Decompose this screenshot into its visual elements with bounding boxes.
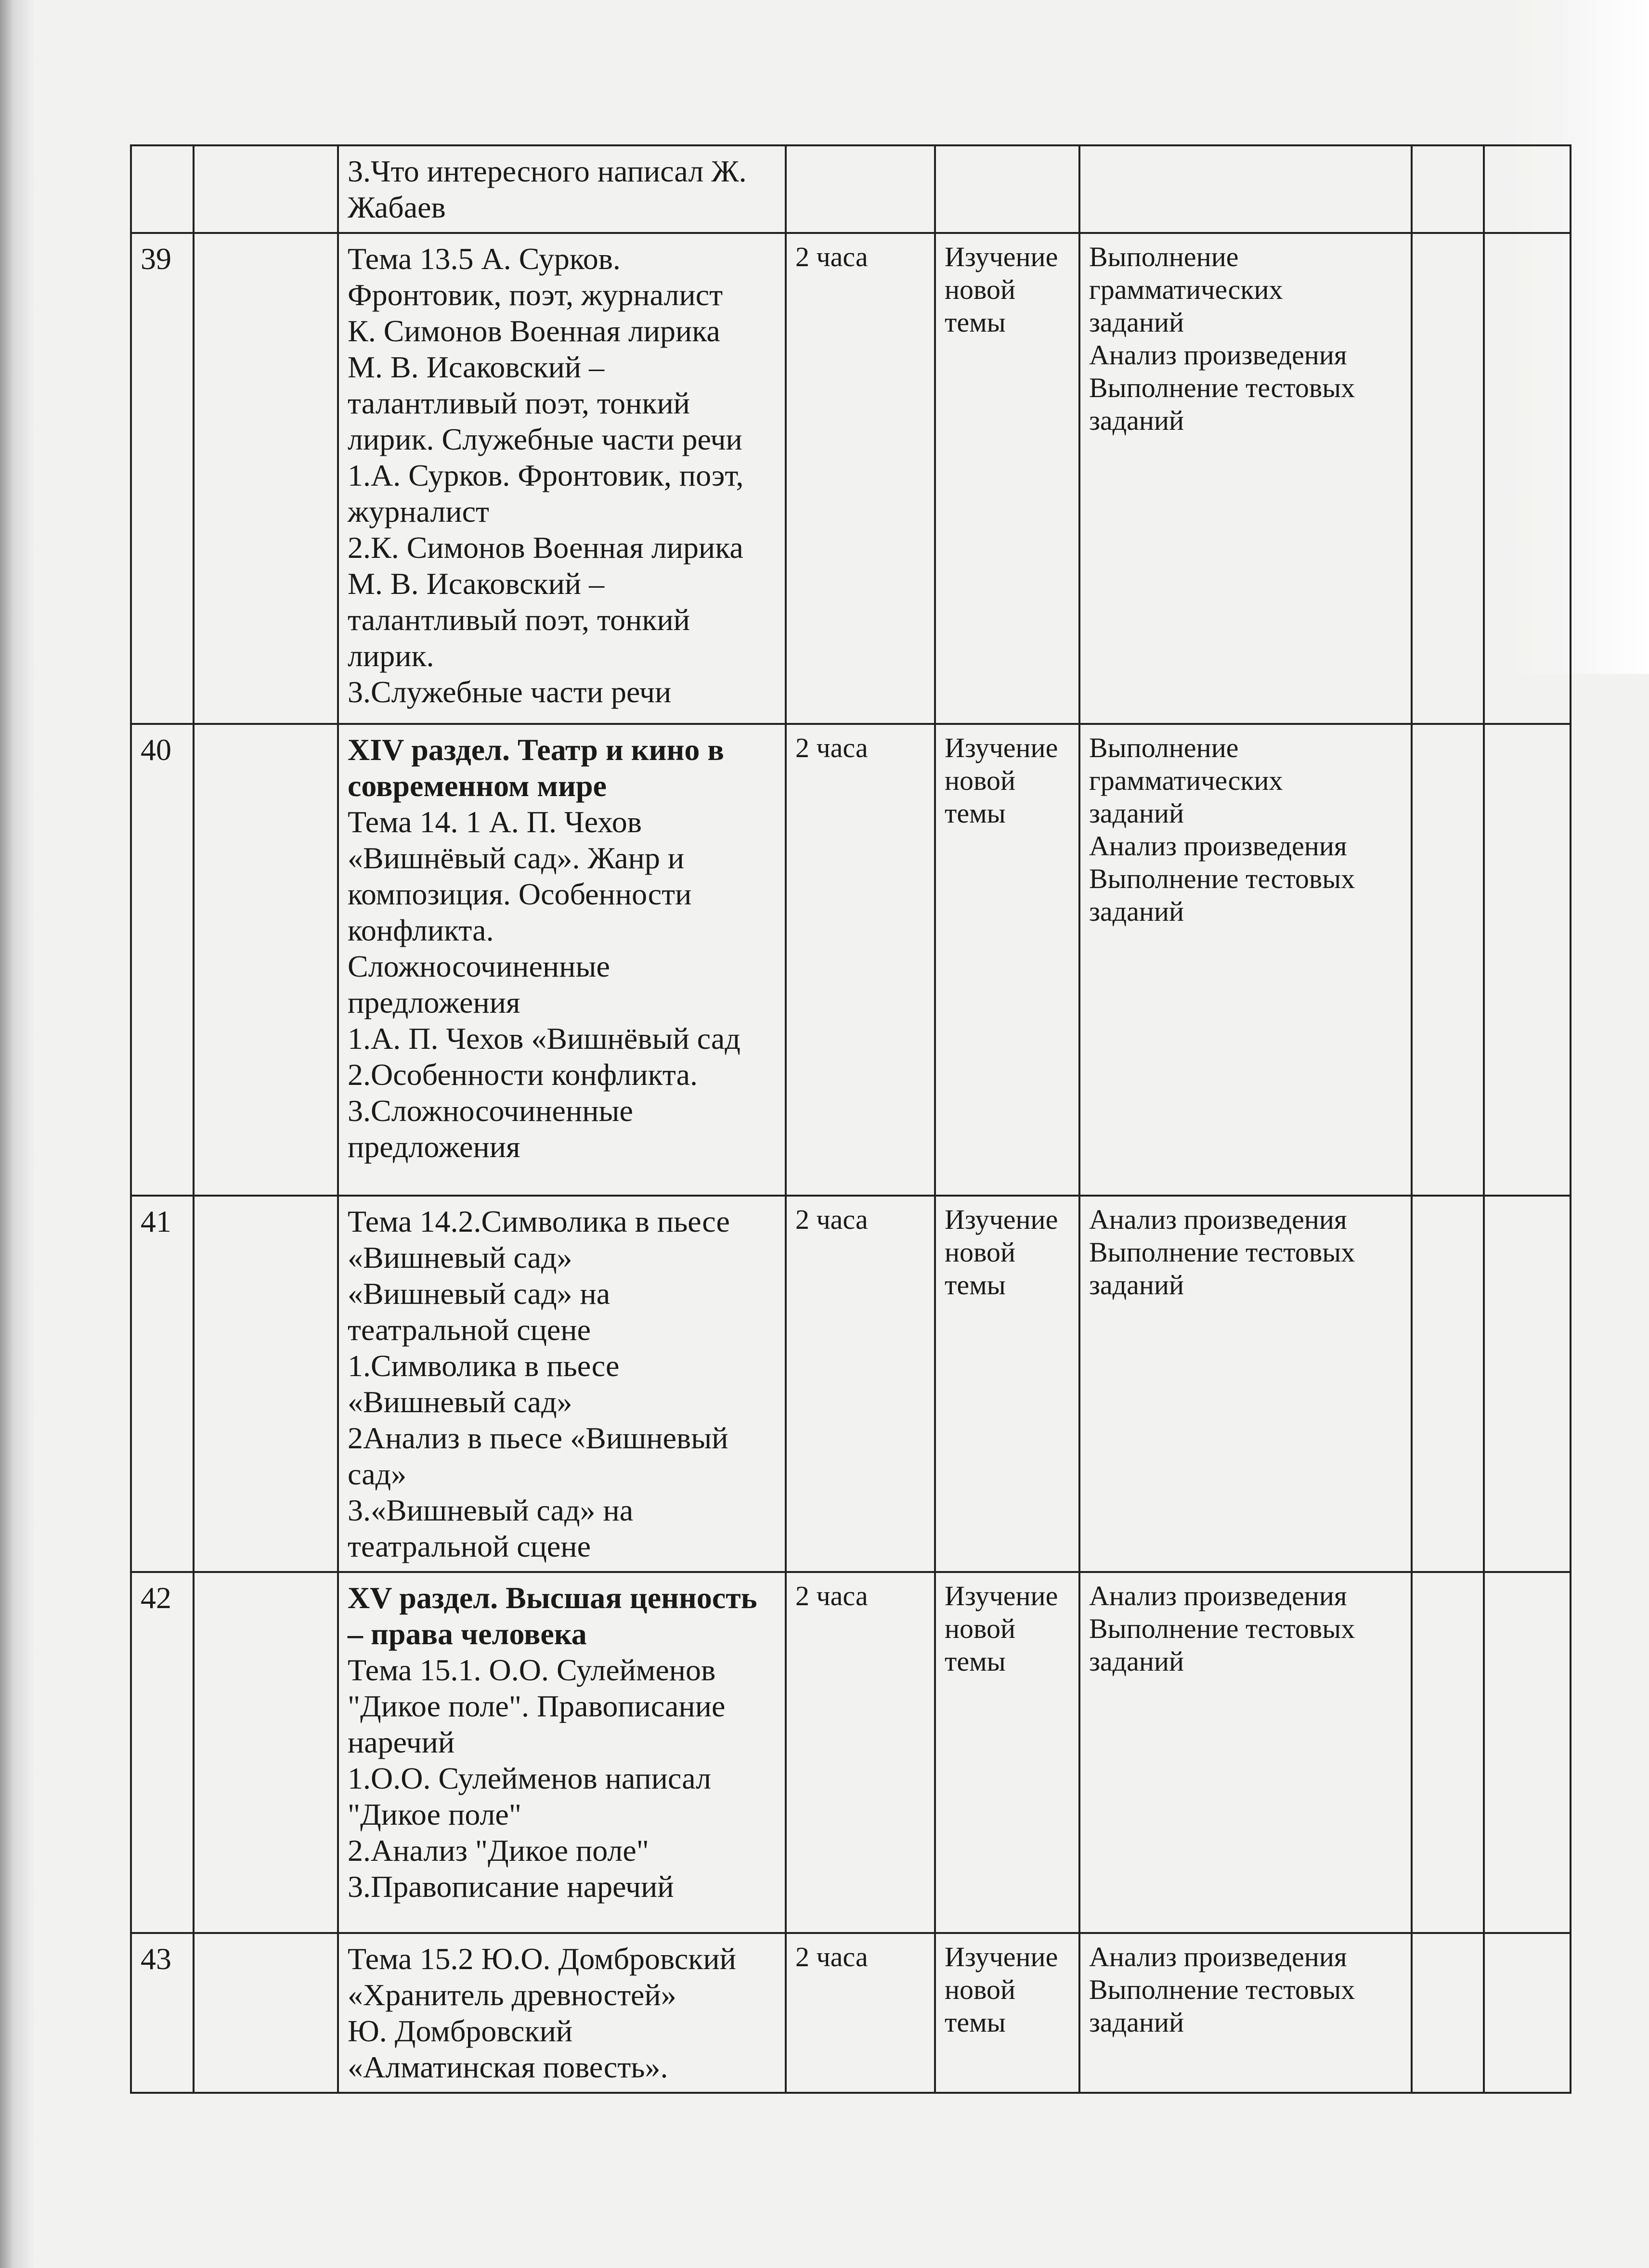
lesson-plan-table: [130, 144, 1571, 2094]
text-line: темы: [945, 307, 1006, 338]
text-line: Изучение: [945, 1941, 1058, 1972]
text-line: Жабаев: [348, 190, 446, 224]
row-number: [131, 724, 194, 1196]
lesson-type-cell: [935, 1933, 1079, 2093]
hours-cell: [786, 1933, 935, 2093]
text-line: М. В. Исаковский –: [348, 567, 605, 601]
hours-text: 2 часа: [795, 732, 868, 763]
text-line: заданий: [1089, 798, 1184, 829]
text-line: – права человека: [348, 1617, 587, 1651]
hours-text: 2 часа: [795, 1204, 868, 1235]
hours-text: 2 часа: [795, 1580, 868, 1611]
text-line: конфликта.: [348, 913, 494, 947]
hours-cell: [786, 724, 935, 1196]
empty-cell: [1412, 233, 1484, 724]
date-cell: [194, 1933, 338, 2093]
text-line: «Алматинская повесть».: [348, 2050, 668, 2084]
text-line: Анализ произведения: [1089, 1941, 1347, 1972]
text-line: заданий: [1089, 405, 1184, 436]
text-line: 1.А. П. Чехов «Вишнёвый сад: [348, 1021, 740, 1056]
text-line: 3.«Вишневый сад» на: [348, 1493, 634, 1527]
lesson-type-cell: [935, 1196, 1079, 1572]
text-line: «Вишнёвый сад». Жанр и: [348, 841, 685, 875]
empty-cell: [1412, 1933, 1484, 2093]
text-line: талантливый поэт, тонкий: [348, 386, 690, 420]
text-line: XIV раздел. Театр и кино в: [348, 733, 724, 767]
text-line: новой: [945, 1237, 1016, 1268]
text-line: заданий: [1089, 896, 1184, 927]
row-number-text: 43: [141, 1942, 171, 1976]
tasks-cell: [1079, 724, 1412, 1196]
text-line: 2.Особенности конфликта.: [348, 1057, 698, 1092]
text-line: лирик. Служебные части речи: [348, 422, 742, 456]
text-line: Тема 13.5 А. Сурков.: [348, 242, 621, 276]
tasks-cell: [1079, 1572, 1412, 1933]
text-line: Анализ произведения: [1089, 830, 1347, 862]
date-cell: [194, 1196, 338, 1572]
empty-cell: [1484, 1196, 1571, 1572]
text-line: Ю. Домбровский: [348, 2014, 573, 2048]
text-line: 1.А. Сурков. Фронтовик, поэт,: [348, 458, 744, 492]
table-row: [131, 1196, 1571, 1572]
topic-cell: [338, 145, 786, 233]
text-line: 3.Служебные части речи: [348, 675, 672, 709]
row-number-text: 40: [141, 733, 171, 767]
text-line: 2.К. Симонов Военная лирика: [348, 530, 743, 565]
text-line: предложения: [348, 985, 520, 1019]
text-line: XV раздел. Высшая ценность: [348, 1581, 757, 1615]
text-line: современном мире: [348, 769, 607, 803]
text-line: темы: [945, 1269, 1006, 1301]
date-cell: [194, 724, 338, 1196]
text-line: новой: [945, 1974, 1016, 2005]
text-line: Выполнение тестовых: [1089, 1974, 1355, 2005]
text-line: темы: [945, 1646, 1006, 1677]
table-row: [131, 724, 1571, 1196]
empty-cell: [1412, 1572, 1484, 1933]
topic-cell: [338, 1196, 786, 1572]
text-line: К. Симонов Военная лирика: [348, 314, 720, 348]
empty-cell: [1484, 233, 1571, 724]
empty-cell: [1484, 145, 1571, 233]
text-line: заданий: [1089, 2007, 1184, 2038]
tasks-cell: [1079, 1933, 1412, 2093]
row-number: [131, 1933, 194, 2093]
tasks-cell: [1079, 1196, 1412, 1572]
text-line: наречий: [348, 1725, 455, 1759]
text-line: Тема 14. 1 А. П. Чехов: [348, 805, 642, 839]
text-line: 3.Сложносочиненные: [348, 1094, 633, 1128]
empty-cell: [1412, 724, 1484, 1196]
hours-text: 2 часа: [795, 241, 868, 272]
text-line: Анализ произведения: [1089, 339, 1347, 371]
text-line: грамматических: [1089, 274, 1283, 305]
hours-cell: [786, 233, 935, 724]
hours-text: 2 часа: [795, 1941, 868, 1972]
text-line: Анализ произведения: [1089, 1580, 1347, 1611]
text-line: Выполнение тестовых: [1089, 1237, 1355, 1268]
text-line: темы: [945, 2007, 1006, 2038]
text-line: «Вишневый сад» на: [348, 1276, 610, 1311]
lesson-type-cell: [935, 724, 1079, 1196]
text-line: Изучение: [945, 1580, 1058, 1611]
topic-cell: [338, 1572, 786, 1933]
text-line: новой: [945, 274, 1016, 305]
text-line: Выполнение: [1089, 732, 1239, 763]
row-number: [131, 233, 194, 724]
empty-cell: [1484, 1933, 1571, 2093]
text-line: лирик.: [348, 639, 434, 673]
empty-cell: [1484, 724, 1571, 1196]
lesson-type-cell: [935, 233, 1079, 724]
text-line: темы: [945, 798, 1006, 829]
row-number: [131, 1572, 194, 1933]
text-line: Выполнение тестовых: [1089, 1613, 1355, 1644]
date-cell: [194, 145, 338, 233]
text-line: новой: [945, 1613, 1016, 1644]
empty-cell: [1412, 145, 1484, 233]
text-line: новой: [945, 765, 1016, 796]
row-number-text: 41: [141, 1204, 171, 1238]
text-line: Анализ произведения: [1089, 1204, 1347, 1235]
text-line: "Дикое поле": [348, 1797, 521, 1831]
topic-cell: [338, 724, 786, 1196]
table-row: [131, 233, 1571, 724]
text-line: 2.Анализ "Дикое поле": [348, 1833, 649, 1868]
empty-cell: [1412, 1196, 1484, 1572]
text-line: М. В. Исаковский –: [348, 350, 605, 384]
text-line: заданий: [1089, 1646, 1184, 1677]
date-cell: [194, 233, 338, 724]
hours-cell: [786, 1196, 935, 1572]
text-line: Выполнение тестовых: [1089, 863, 1355, 894]
text-line: Изучение: [945, 1204, 1058, 1235]
text-line: Изучение: [945, 241, 1058, 272]
table-row: [131, 1572, 1571, 1933]
text-line: предложения: [348, 1130, 520, 1164]
date-cell: [194, 1572, 338, 1933]
text-line: «Вишневый сад»: [348, 1385, 572, 1419]
text-line: 1.О.О. Сулейменов написал: [348, 1761, 712, 1795]
tasks-cell: [1079, 233, 1412, 724]
text-line: Изучение: [945, 732, 1058, 763]
text-line: сад»: [348, 1457, 407, 1491]
topic-cell: [338, 1933, 786, 2093]
empty-cell: [1484, 1572, 1571, 1933]
text-line: Тема 15.1. О.О. Сулейменов: [348, 1653, 716, 1687]
text-line: 2Анализ в пьесе «Вишневый: [348, 1421, 728, 1455]
text-line: 1.Символика в пьесе: [348, 1349, 620, 1383]
text-line: заданий: [1089, 1269, 1184, 1301]
text-line: Выполнение тестовых: [1089, 372, 1355, 403]
table-row: [131, 145, 1571, 233]
text-line: грамматических: [1089, 765, 1283, 796]
row-number-text: 39: [141, 242, 171, 276]
text-line: Тема 15.2 Ю.О. Домбровский: [348, 1942, 736, 1976]
row-number-text: 42: [141, 1581, 171, 1615]
text-line: 3.Что интересного написал Ж.: [348, 154, 747, 188]
lesson-type-cell: [935, 145, 1079, 233]
text-line: Тема 14.2.Символика в пьесе: [348, 1204, 730, 1238]
text-line: Фронтовик, поэт, журналист: [348, 278, 723, 312]
row-number: [131, 1196, 194, 1572]
text-line: 3.Правописание наречий: [348, 1869, 674, 1904]
text-line: Выполнение: [1089, 241, 1239, 272]
row-number: [131, 145, 194, 233]
text-line: талантливый поэт, тонкий: [348, 603, 690, 637]
text-line: театральной сцене: [348, 1529, 591, 1563]
topic-cell: [338, 233, 786, 724]
tasks-cell: [1079, 145, 1412, 233]
text-line: «Вишневый сад»: [348, 1240, 572, 1275]
lesson-type-cell: [935, 1572, 1079, 1933]
text-line: "Дикое поле". Правописание: [348, 1689, 726, 1723]
hours-cell: [786, 145, 935, 233]
text-line: «Хранитель древностей»: [348, 1978, 676, 2012]
hours-cell: [786, 1572, 935, 1933]
text-line: Сложносочиненные: [348, 949, 610, 983]
text-line: журналист: [348, 494, 489, 528]
text-line: театральной сцене: [348, 1313, 591, 1347]
page-edge-shadow: [0, 0, 34, 2268]
table-row: [131, 1933, 1571, 2093]
text-line: композиция. Особенности: [348, 877, 692, 911]
text-line: заданий: [1089, 307, 1184, 338]
